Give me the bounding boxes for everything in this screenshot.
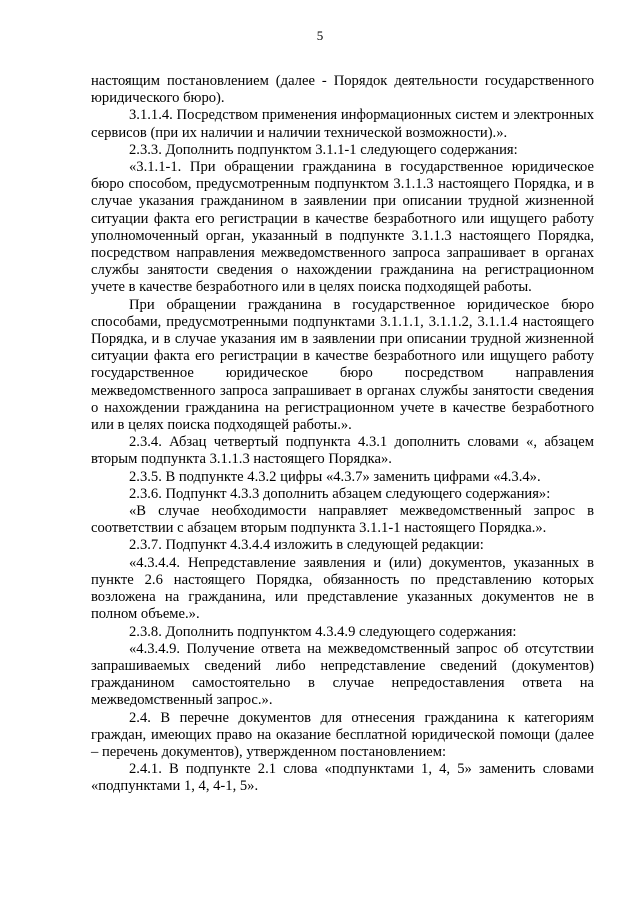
paragraph: 2.3.8. Дополнить подпунктом 4.3.4.9 следующего содержания: [129,623,517,640]
paragraph: 2.3.3. Дополнить подпунктом 3.1.1-1 следующего содержания: [129,141,518,158]
paragraph: 2.3.6. Подпункт 4.3.3 дополнить абзацем следующего содержания»: [129,485,551,502]
paragraph: При обращении гражданина в государственное юридическое бюро способами, предусмотренными подпунктами 3.1.1.1, 3.1.1.2, 3.1.1.4 настоящего Порядка, и в случае указания им в заявлении при описании трудной жизненной ситуации факта его регистрации в качестве безработного или ищущего работу государственное юридическое бюро посредством направления межведомственного запроса запрашивает в органах службы занятости сведения о нахождении гражданина на регистрационном учете в качестве безработного или в целях поиска подходящей работы.». [91,296,594,434]
paragraph: 3.1.1.4. Посредством применения информационных систем и электронных сервисов (при их наличии и наличии технической возможности).». [91,107,594,141]
paragraph: 2.4.1. В подпункте 2.1 слова «подпунктами 1, 4, 5» заменить словами «подпунктами 1, 4, 4-1, 5». [91,761,594,795]
paragraph: «4.3.4.9. Получение ответа на межведомственный запрос об отсутствии запрашиваемых сведений либо непредставление сведений (документов) гражданином самостоятельно в случае непредоставления ответа на межведомственный запрос.». [91,640,594,709]
paragraph: 2.3.7. Подпункт 4.3.4.4 изложить в следующей редакции: [129,537,484,554]
page-number: 5 [316,28,324,43]
paragraph: «В случае необходимости направляет межведомственный запрос в соответствии с абзацем вторым подпункта 3.1.1-1 настоящего Порядка.». [91,503,594,537]
paragraph: настоящим постановлением (далее - Порядок деятельности государственного юридического бюро). [91,73,594,107]
paragraph: 2.4. В перечне документов для отнесения гражданина к категориям граждан, имеющих право на оказание бесплатной юридической помощи (далее – перечень документов), утвержденном постановлением: [91,709,594,760]
paragraph: 2.3.5. В подпункте 4.3.2 цифры «4.3.7» заменить цифрами «4.3.4». [129,468,541,485]
paragraph: «4.3.4.4. Непредставление заявления и (или) документов, указанных в пункте 2.6 настоящего Порядка, обязанность по представлению которых возложена на гражданина, или представление указанных документов не в полном объеме.». [91,554,594,623]
document-body [91,73,594,796]
paragraph: «3.1.1-1. При обращении гражданина в государственное юридическое бюро способом, предусмотренным подпунктом 3.1.1.3 настоящего Порядка, и в случае указания гражданином в заявлении при описании трудной жизненной ситуации факта его регистрации в качестве безработного или ищущего работу уполномоченный орган, указанный в подпункте 3.1.1.3 настоящего Порядка, посредством направления межведомственного запроса запрашивает в органах службы занятости сведения о нахождении гражданина на регистрационном учете в качестве безработного или в целях поиска подходящей работы. [91,159,594,296]
paragraph: 2.3.4. Абзац четвертый подпункта 4.3.1 дополнить словами «, абзацем вторым подпункта 3.1.1.3 настоящего Порядка». [91,434,594,468]
